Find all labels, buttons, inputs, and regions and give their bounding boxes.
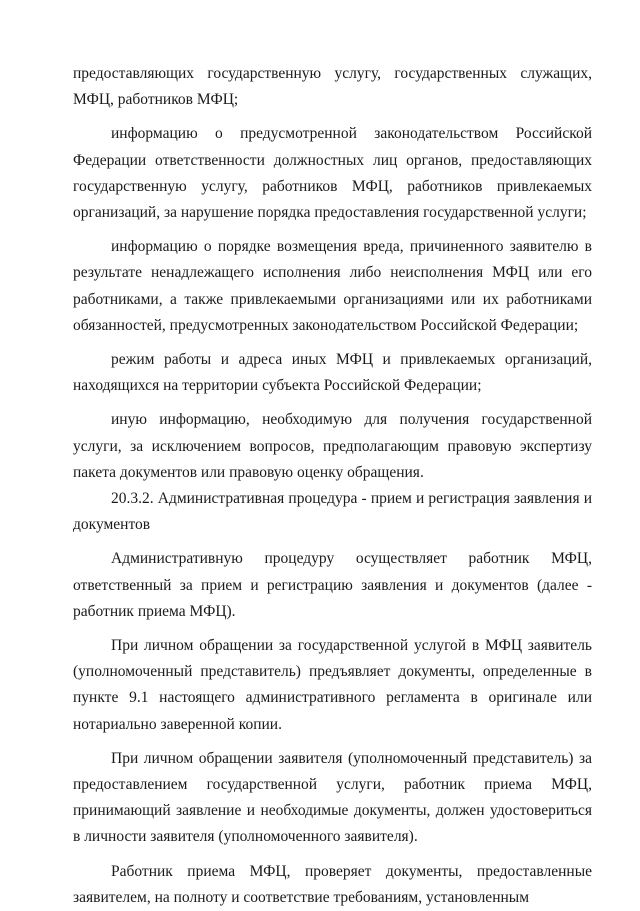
- section-heading: 20.3.2. Административная процедура - прием и регистрация заявления и документов: [73, 490, 592, 534]
- document-body: [73, 61, 592, 911]
- paragraph-3: информацию о порядке возмещения вреда, причиненного заявителю в результате ненадлежащего исполнения либо неисполнения МФЦ или его работниками, а также привлекаемыми организациями или их работниками обязанностей, предусмотренных законодательством Российской Федерации;: [73, 238, 592, 334]
- paragraph-1: предоставляющих государственную услугу, государственных служащих, МФЦ, работников МФЦ;: [73, 65, 592, 109]
- paragraph-4: режим работы и адреса иных МФЦ и привлекаемых организаций, находящихся на территории субъекта Российской Федерации;: [73, 351, 592, 395]
- paragraph-2: информацию о предусмотренной законодательством Российской Федерации ответственности должностных лиц органов, предоставляющих государственную услугу, работников МФЦ, работников привлекаемых организаций, за нарушение порядка предоставления государственной услуги;: [73, 125, 592, 222]
- paragraph-5: иную информацию, необходимую для получения государственной услуги, за исключением вопросов, предполагающим правовую экспертизу пакета документов или правовую оценку обращения.: [73, 411, 592, 481]
- paragraph-7: Административную процедуру осуществляет работник МФЦ, ответственный за прием и регистрацию заявления и документов (далее - работник приема МФЦ).: [73, 550, 592, 620]
- paragraph-9: При личном обращении заявителя (уполномоченный представитель) за предоставлением государственной услуги, работник приема МФЦ, принимающий заявление и необходимые документы, должен удостовериться в личности заявителя (уполномоченного заявителя).: [73, 749, 592, 846]
- paragraph-10: Работник приема МФЦ, проверяет документы, предоставленные заявителем, на полноту и соответствие требованиям, установленным: [73, 862, 592, 906]
- paragraph-8: При личном обращении за государственной услугой в МФЦ заявитель (уполномоченный представитель) предъявляет документы, определенные в пункте 9.1 настоящего административного регламента в оригинале или нотариально заверенной копии.: [73, 637, 592, 733]
